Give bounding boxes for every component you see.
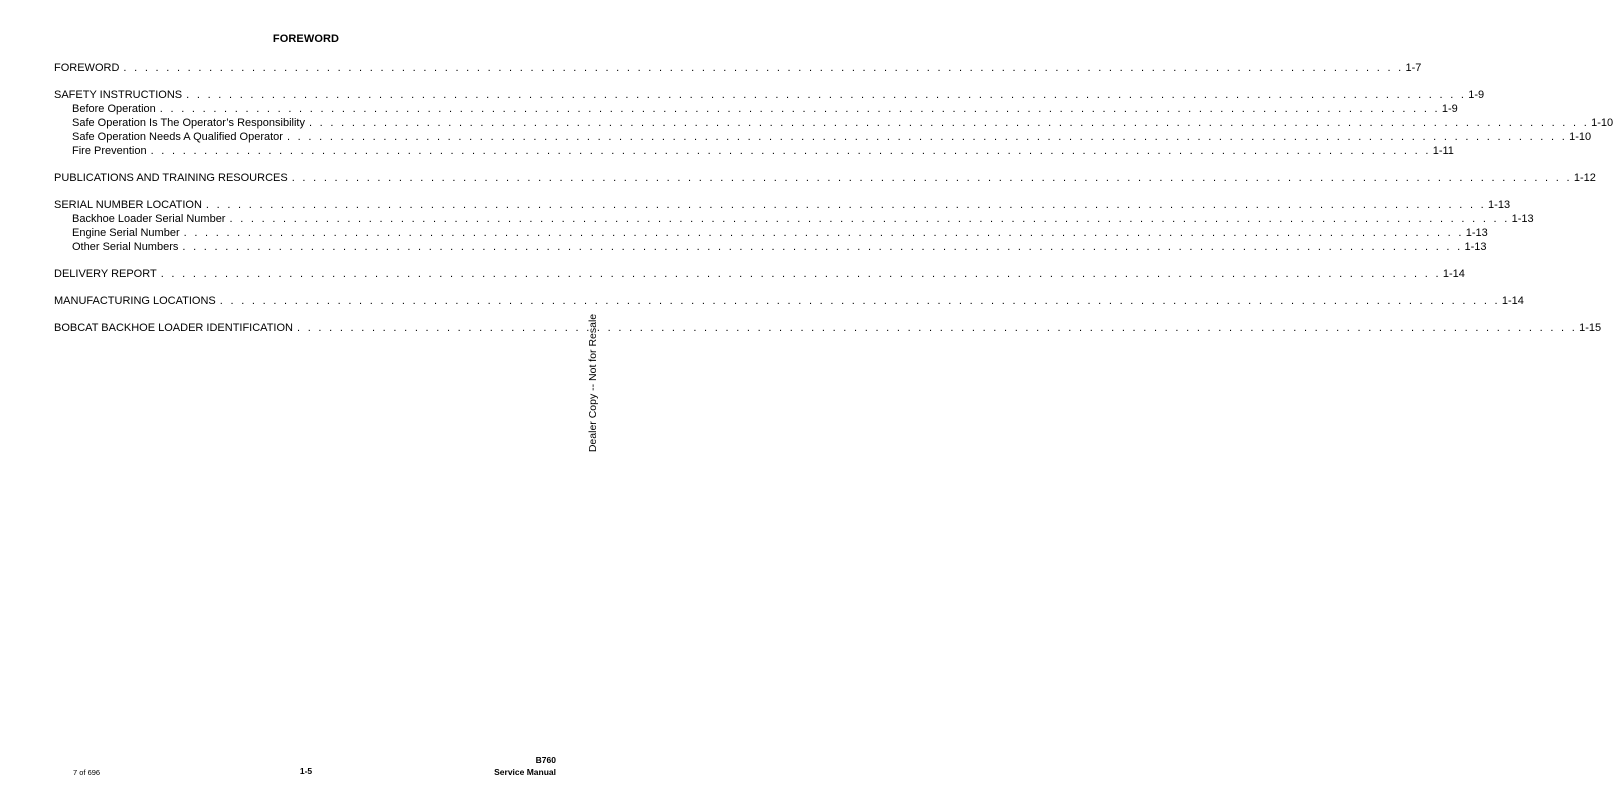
toc-entry-page: 1-13 bbox=[1488, 199, 1511, 211]
toc-subentry[interactable] bbox=[54, 212, 1534, 226]
toc-subentry[interactable] bbox=[54, 240, 1487, 254]
toc-subentry[interactable] bbox=[54, 116, 1613, 130]
toc-group bbox=[54, 171, 1596, 185]
toc-leader-dots: . . . . . . . . . . . . . . . . . . . . . . . . . . . . . . . . . . . . . . . . . . . . . . . . . . . . . . . . . . . . . . . . . . . . . . . . . . . . . . . . . . . . . . . . . . . . . . . . . . . . . . . . . . . . . . . . . . . . . . . . bbox=[308, 117, 1590, 129]
toc-entry-label: MANUFACTURING LOCATIONS bbox=[54, 295, 216, 307]
footer-manual-title: Service Manual bbox=[494, 767, 556, 777]
toc-subentry[interactable] bbox=[54, 130, 1592, 144]
toc-entry-label: Engine Serial Number bbox=[72, 227, 180, 239]
table-of-contents bbox=[54, 61, 1613, 348]
toc-leader-dots: . . . . . . . . . . . . . . . . . . . . . . . . . . . . . . . . . . . . . . . . . . . . . . . . . . . . . . . . . . . . . . . . . . . . . . . . . . . . . . . . . . . . . . . . . . . . . . . . . . . . . . . . . . . . . . . . . . . . . . . . bbox=[205, 199, 1487, 211]
toc-leader-dots: . . . . . . . . . . . . . . . . . . . . . . . . . . . . . . . . . . . . . . . . . . . . . . . . . . . . . . . . . . . . . . . . . . . . . . . . . . . . . . . . . . . . . . . . . . . . . . . . . . . . . . . . . . . . . . . . . . . . . . . . bbox=[186, 89, 1467, 101]
toc-entry-page: 1-13 bbox=[1465, 227, 1488, 239]
toc-leader-dots: . . . . . . . . . . . . . . . . . . . . . . . . . . . . . . . . . . . . . . . . . . . . . . . . . . . . . . . . . . . . . . . . . . . . . . . . . . . . . . . . . . . . . . . . . . . . . . . . . . . . . . . . . . . . . . . . . . . . . . . . bbox=[182, 241, 1463, 253]
toc-entry[interactable] bbox=[54, 321, 1602, 335]
toc-entry-page: 1-13 bbox=[1464, 241, 1487, 253]
toc-entry-label: DELIVERY REPORT bbox=[54, 268, 157, 280]
toc-entry-label: Safe Operation Is The Operator’s Responsibility bbox=[72, 117, 305, 129]
toc-leader-dots: . . . . . . . . . . . . . . . . . . . . . . . . . . . . . . . . . . . . . . . . . . . . . . . . . . . . . . . . . . . . . . . . . . . . . . . . . . . . . . . . . . . . . . . . . . . . . . . . . . . . . . . . . . . . . . . . . . . . . . . . bbox=[296, 322, 1578, 334]
toc-group bbox=[54, 198, 1534, 254]
toc-entry[interactable] bbox=[54, 61, 1422, 75]
toc-leader-dots: . . . . . . . . . . . . . . . . . . . . . . . . . . . . . . . . . . . . . . . . . . . . . . . . . . . . . . . . . . . . . . . . . . . . . . . . . . . . . . . . . . . . . . . . . . . . . . . . . . . . . . . . . . . . . . . . . . . . . . . . bbox=[159, 103, 1440, 115]
toc-entry-label: SERIAL NUMBER LOCATION bbox=[54, 199, 202, 211]
toc-entry[interactable] bbox=[54, 171, 1596, 185]
toc-entry[interactable] bbox=[54, 294, 1524, 308]
toc-entry-page: 1-9 bbox=[1441, 103, 1458, 115]
toc-group bbox=[54, 267, 1465, 281]
toc-leader-dots: . . . . . . . . . . . . . . . . . . . . . . . . . . . . . . . . . . . . . . . . . . . . . . . . . . . . . . . . . . . . . . . . . . . . . . . . . . . . . . . . . . . . . . . . . . . . . . . . . . . . . . . . . . . . . . . . . . . . . . . . bbox=[183, 227, 1464, 239]
toc-subentry[interactable] bbox=[54, 226, 1488, 240]
toc-leader-dots: . . . . . . . . . . . . . . . . . . . . . . . . . . . . . . . . . . . . . . . . . . . . . . . . . . . . . . . . . . . . . . . . . . . . . . . . . . . . . . . . . . . . . . . . . . . . . . . . . . . . . . . . . . . . . . . . . . . . . . . . bbox=[286, 131, 1568, 143]
toc-entry-page: 1-13 bbox=[1511, 213, 1534, 225]
watermark bbox=[575, 313, 611, 453]
toc-group bbox=[54, 294, 1524, 308]
toc-entry-label: FOREWORD bbox=[54, 62, 120, 74]
toc-entry-page: 1-10 bbox=[1591, 117, 1613, 129]
toc-leader-dots: . . . . . . . . . . . . . . . . . . . . . . . . . . . . . . . . . . . . . . . . . . . . . . . . . . . . . . . . . . . . . . . . . . . . . . . . . . . . . . . . . . . . . . . . . . . . . . . . . . . . . . . . . . . . . . . . . . . . . . . . bbox=[219, 295, 1500, 307]
footer-model: B760 bbox=[535, 755, 556, 765]
toc-leader-dots: . . . . . . . . . . . . . . . . . . . . . . . . . . . . . . . . . . . . . . . . . . . . . . . . . . . . . . . . . . . . . . . . . . . . . . . . . . . . . . . . . . . . . . . . . . . . . . . . . . . . . . . . . . . . . . . . . . . . . . . . bbox=[150, 145, 1431, 157]
toc-leader-dots: . . . . . . . . . . . . . . . . . . . . . . . . . . . . . . . . . . . . . . . . . . . . . . . . . . . . . . . . . . . . . . . . . . . . . . . . . . . . . . . . . . . . . . . . . . . . . . . . . . . . . . . . . . . . . . . . . . . . . . . . bbox=[291, 172, 1572, 184]
toc-entry-page: 1-7 bbox=[1405, 62, 1422, 74]
toc-leader-dots: . . . . . . . . . . . . . . . . . . . . . . . . . . . . . . . . . . . . . . . . . . . . . . . . . . . . . . . . . . . . . . . . . . . . . . . . . . . . . . . . . . . . . . . . . . . . . . . . . . . . . . . . . . . . . . . . . . . . . . . . bbox=[123, 62, 1404, 74]
toc-entry-page: 1-15 bbox=[1579, 322, 1602, 334]
toc-entry-page: 1-14 bbox=[1501, 295, 1524, 307]
toc-entry-page: 1-14 bbox=[1442, 268, 1465, 280]
toc-entry-label: Other Serial Numbers bbox=[72, 241, 179, 253]
toc-group bbox=[54, 61, 1422, 75]
toc-entry[interactable] bbox=[54, 267, 1465, 281]
toc-entry-label: Fire Prevention bbox=[72, 145, 147, 157]
toc-group bbox=[54, 321, 1602, 335]
toc-subentry[interactable] bbox=[54, 144, 1454, 158]
footer-page-count: 7 of 696 bbox=[73, 768, 101, 777]
toc-subentry[interactable] bbox=[54, 102, 1458, 116]
toc-entry-label: Before Operation bbox=[72, 103, 156, 115]
watermark-text: Dealer Copy -- Not for Resale bbox=[587, 313, 599, 453]
toc-leader-dots: . . . . . . . . . . . . . . . . . . . . . . . . . . . . . . . . . . . . . . . . . . . . . . . . . . . . . . . . . . . . . . . . . . . . . . . . . . . . . . . . . . . . . . . . . . . . . . . . . . . . . . . . . . . . . . . . . . . . . . . . bbox=[229, 213, 1510, 225]
toc-entry[interactable] bbox=[54, 198, 1511, 212]
toc-entry-label: PUBLICATIONS AND TRAINING RESOURCES bbox=[54, 172, 288, 184]
page-title: FOREWORD bbox=[272, 33, 340, 45]
toc-entry-label: Safe Operation Needs A Qualified Operator bbox=[72, 131, 283, 143]
toc-leader-dots: . . . . . . . . . . . . . . . . . . . . . . . . . . . . . . . . . . . . . . . . . . . . . . . . . . . . . . . . . . . . . . . . . . . . . . . . . . . . . . . . . . . . . . . . . . . . . . . . . . . . . . . . . . . . . . . . . . . . . . . . bbox=[160, 268, 1441, 280]
toc-entry-label: BOBCAT BACKHOE LOADER IDENTIFICATION bbox=[54, 322, 293, 334]
toc-entry-label: SAFETY INSTRUCTIONS bbox=[54, 89, 183, 101]
toc-entry-label: Backhoe Loader Serial Number bbox=[72, 213, 226, 225]
toc-entry[interactable] bbox=[54, 88, 1485, 102]
toc-group bbox=[54, 88, 1613, 158]
footer-page-number: 1-5 bbox=[299, 766, 313, 776]
toc-entry-page: 1-11 bbox=[1432, 145, 1454, 157]
toc-entry-page: 1-12 bbox=[1573, 172, 1596, 184]
toc-entry-page: 1-10 bbox=[1569, 131, 1592, 143]
toc-entry-page: 1-9 bbox=[1468, 89, 1485, 101]
